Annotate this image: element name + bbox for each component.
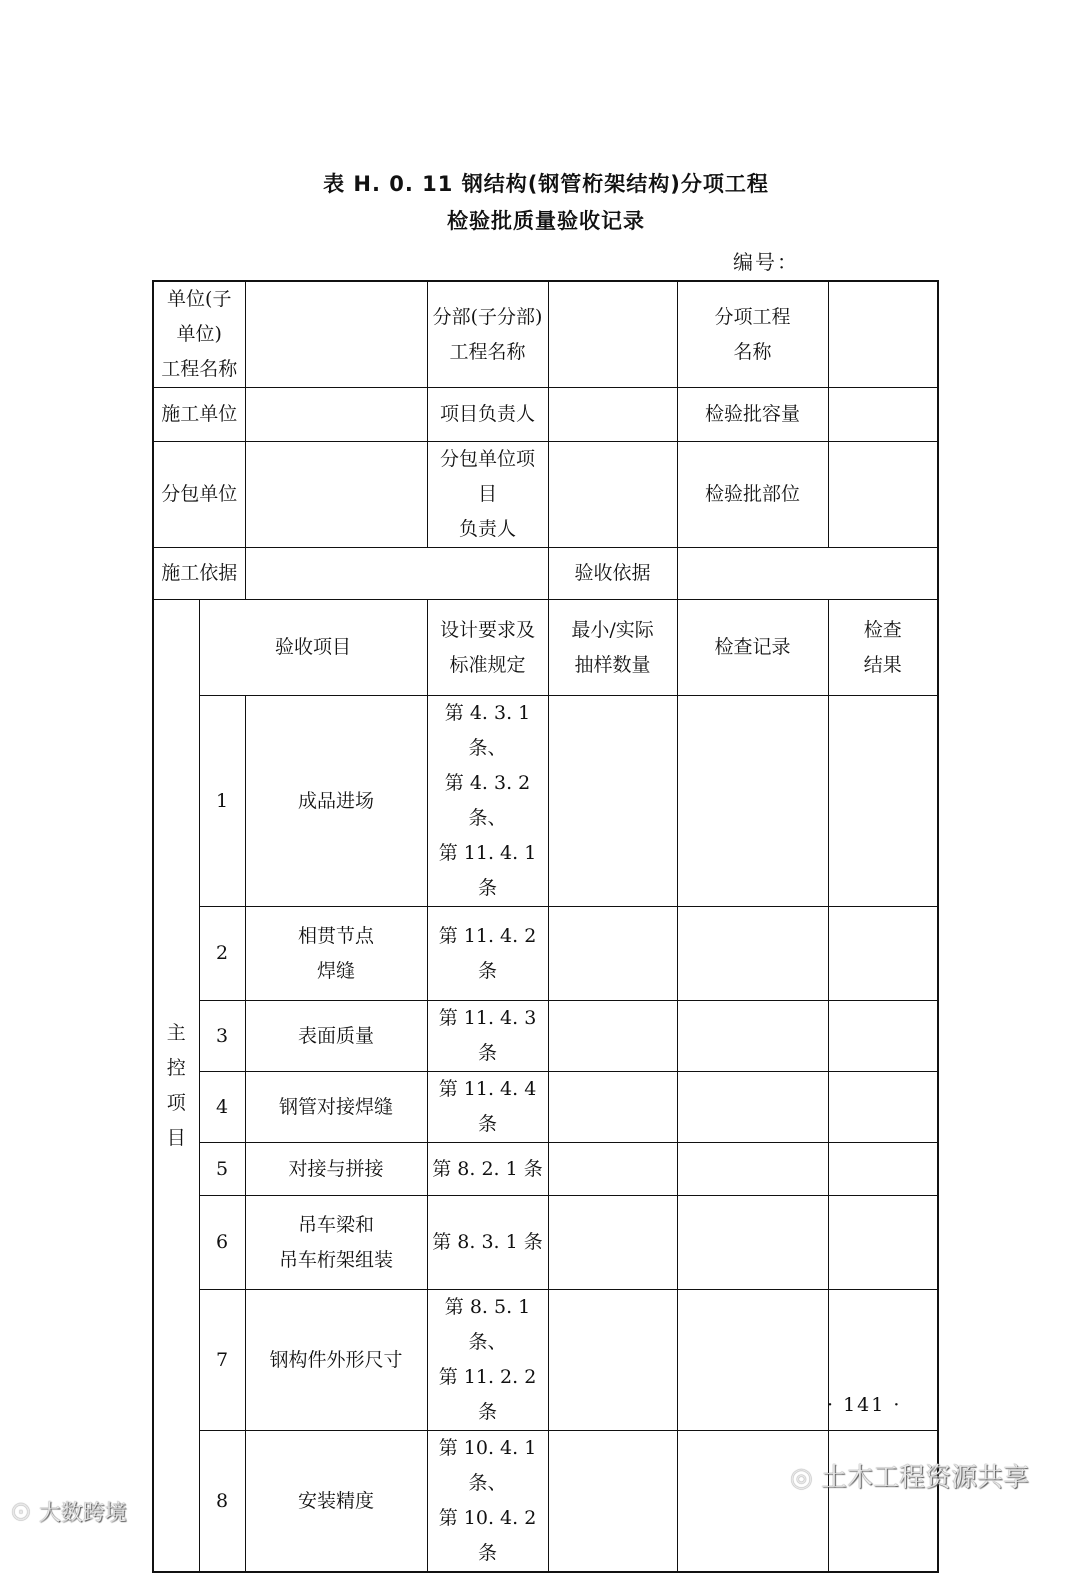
table-row <box>153 907 938 1001</box>
row-sample-cell[interactable] <box>548 1001 677 1072</box>
row-result-cell[interactable] <box>828 907 938 1001</box>
col-header-record: 检查记录 <box>677 600 828 696</box>
row-item-name: 钢构件外形尺寸 <box>245 1290 427 1431</box>
main-control-char: 控 <box>166 1056 186 1079</box>
col-header-result: 检查 结果 <box>828 600 938 696</box>
row-clause: 第 10. 4. 1 条、 第 10. 4. 2 条 <box>427 1431 548 1573</box>
construction-basis-value[interactable] <box>245 548 548 600</box>
table-title: 表 H. 0. 11 钢结构(钢管桁架结构)分项工程 <box>323 172 769 196</box>
row-record-cell[interactable] <box>677 1001 828 1072</box>
row-item-name: 相贯节点 焊缝 <box>245 907 427 1001</box>
table-row <box>153 1072 938 1143</box>
col-header-design: 设计要求及 标准规定 <box>427 600 548 696</box>
sub-manager-label: 分包单位项目 负责人 <box>427 442 548 548</box>
row-result-cell[interactable] <box>828 1001 938 1072</box>
row-item-name: 钢管对接焊缝 <box>245 1072 427 1143</box>
row-record-cell[interactable] <box>677 1143 828 1196</box>
row-number: 3 <box>199 1001 245 1072</box>
row-clause: 第 8. 5. 1 条、 第 11. 2. 2 条 <box>427 1290 548 1431</box>
subcontractor-value[interactable] <box>245 442 427 548</box>
code-label: 编号： <box>733 250 799 274</box>
watermark-left <box>10 1496 127 1527</box>
row-sample-cell[interactable] <box>548 1431 677 1573</box>
col-header-sample: 最小/实际 抽样数量 <box>548 600 677 696</box>
row-sample-cell[interactable] <box>548 1143 677 1196</box>
subcontractor-label: 分包单位 <box>153 442 245 548</box>
row-number: 1 <box>199 696 245 907</box>
project-manager-label: 项目负责人 <box>427 388 548 442</box>
row-item-name: 安装精度 <box>245 1431 427 1573</box>
row-number: 8 <box>199 1431 245 1573</box>
batch-capacity-value[interactable] <box>828 388 938 442</box>
main-control-label <box>153 600 199 1573</box>
unit-name-value[interactable] <box>245 281 427 388</box>
row-result-cell[interactable] <box>828 1143 938 1196</box>
watermark-right-text: 土木工程资源共享 <box>820 1463 1029 1493</box>
row-clause: 第 11. 4. 4 条 <box>427 1072 548 1143</box>
col-header-item: 验收项目 <box>199 600 427 696</box>
item-name-label: 分项工程 名称 <box>677 281 828 388</box>
row-number: 4 <box>199 1072 245 1143</box>
construction-basis-label: 施工依据 <box>153 548 245 600</box>
acceptance-basis-label: 验收依据 <box>548 548 677 600</box>
acceptance-basis-value[interactable] <box>677 548 938 600</box>
row-record-cell[interactable] <box>677 907 828 1001</box>
watermark-left-text: 大数跨境 <box>38 1501 127 1526</box>
page-number: · 141 · <box>827 1394 902 1416</box>
row-record-cell[interactable] <box>677 1072 828 1143</box>
row-record-cell[interactable] <box>677 1196 828 1290</box>
project-manager-value[interactable] <box>548 388 677 442</box>
main-control-char: 目 <box>166 1126 186 1149</box>
row-result-cell[interactable] <box>828 1431 938 1573</box>
sub-part-name-value[interactable] <box>548 281 677 388</box>
main-control-char: 项 <box>166 1091 186 1114</box>
table-subtitle: 检验批质量验收记录 <box>447 209 645 233</box>
row-item-name: 吊车梁和 吊车桁架组装 <box>245 1196 427 1290</box>
sub-part-name-label-cell: 分部(子分部) 工程名称 <box>427 281 548 388</box>
row-clause: 第 8. 2. 1 条 <box>427 1143 548 1196</box>
row-number: 6 <box>199 1196 245 1290</box>
row-record-cell[interactable] <box>677 696 828 907</box>
row-result-cell[interactable] <box>828 1072 938 1143</box>
row-clause: 第 4. 3. 1 条、 第 4. 3. 2 条、 第 11. 4. 1 条 <box>427 696 548 907</box>
row-sample-cell[interactable] <box>548 907 677 1001</box>
row-number: 7 <box>199 1290 245 1431</box>
item-name-value[interactable] <box>828 281 938 388</box>
row-clause: 第 11. 4. 2 条 <box>427 907 548 1001</box>
row-sample-cell[interactable] <box>548 696 677 907</box>
table-row <box>153 696 938 907</box>
watermark-right <box>790 1457 1029 1494</box>
table-row <box>153 1143 938 1196</box>
row-result-cell[interactable] <box>828 1196 938 1290</box>
row-result-cell[interactable] <box>828 696 938 907</box>
row-item-name: 对接与拼接 <box>245 1143 427 1196</box>
inspection-form-table <box>152 280 939 1573</box>
constructor-label: 施工单位 <box>153 388 245 442</box>
wechat-icon: ◎ <box>790 1463 813 1493</box>
unit-name-label: 单位(子单位) 工程名称 <box>153 281 245 388</box>
row-sample-cell[interactable] <box>548 1072 677 1143</box>
batch-location-label: 检验批部位 <box>677 442 828 548</box>
table-row <box>153 1431 938 1573</box>
batch-location-value[interactable] <box>828 442 938 548</box>
row-sample-cell[interactable] <box>548 1290 677 1431</box>
batch-capacity-label: 检验批容量 <box>677 388 828 442</box>
table-row <box>153 1290 938 1431</box>
row-item-name: 表面质量 <box>245 1001 427 1072</box>
row-record-cell[interactable] <box>677 1290 828 1431</box>
row-number: 2 <box>199 907 245 1001</box>
main-control-char: 主 <box>166 1021 186 1044</box>
sub-manager-value[interactable] <box>548 442 677 548</box>
constructor-value[interactable] <box>245 388 427 442</box>
table-row <box>153 1196 938 1290</box>
logo-icon: ⊙ <box>10 1497 32 1527</box>
row-number: 5 <box>199 1143 245 1196</box>
row-clause: 第 11. 4. 3 条 <box>427 1001 548 1072</box>
row-item-name: 成品进场 <box>245 696 427 907</box>
row-clause: 第 8. 3. 1 条 <box>427 1196 548 1290</box>
row-sample-cell[interactable] <box>548 1196 677 1290</box>
table-row <box>153 1001 938 1072</box>
row-record-cell[interactable] <box>677 1431 828 1573</box>
